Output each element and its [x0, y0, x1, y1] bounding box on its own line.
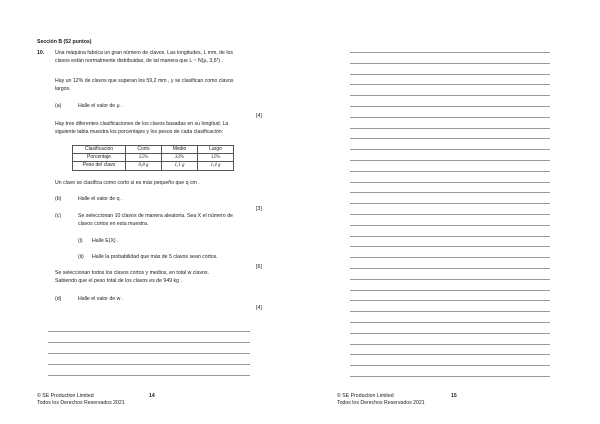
answer-line: [350, 236, 550, 237]
footer-rights: Todos los Derechos Reservados 2021: [337, 400, 425, 406]
right-page: [300, 0, 600, 424]
part-c-label: (c): [55, 213, 62, 219]
part-cii-text: Halle la probabilidad que más de 5 clavos sean cortos.: [92, 254, 218, 260]
table-header-cell: Clasificación: [73, 146, 126, 154]
answer-line: [350, 322, 550, 323]
answer-line: [350, 182, 550, 183]
part-b-text: Halle el valor de q .: [78, 196, 123, 202]
answer-line: [350, 117, 550, 118]
answer-line: [350, 344, 550, 345]
page-number: 14: [149, 393, 155, 399]
answer-line: [350, 203, 550, 204]
page-number: 15: [451, 393, 457, 399]
answer-line: [350, 246, 550, 247]
answer-line: [48, 364, 250, 365]
classification-table: [72, 145, 234, 171]
answer-line: [48, 375, 250, 376]
table-cell: Porcentaje: [73, 154, 126, 162]
answer-line: [350, 74, 550, 75]
answer-line: [350, 354, 550, 355]
part-b-label: (b): [55, 196, 62, 202]
part-ci-label: (i): [78, 238, 83, 244]
part-b-marks: [3]: [256, 206, 262, 212]
part-d-label: (d): [55, 296, 62, 302]
answer-line: [350, 311, 550, 312]
answer-line: [350, 290, 550, 291]
answer-line: [350, 225, 550, 226]
part-c-line-2: clavos cortos en esta muestra.: [78, 221, 149, 227]
answer-line: [350, 376, 550, 377]
answer-line: [350, 333, 550, 334]
answer-line: [350, 160, 550, 161]
footer-rights: Todos los Derechos Reservados 2021: [37, 400, 125, 406]
table-row: [73, 154, 234, 162]
part-c-marks: [6]: [256, 264, 262, 270]
table-intro-line-2: siguiente tabla muestra los porcentajes y los pesos de cada clasificación:: [55, 129, 224, 135]
table-intro-line-1: Hay tres diferentes clasificaciones de los clavos basadas en su longitud. La: [55, 121, 229, 127]
answer-line: [350, 257, 550, 258]
table-header-cell: Largo: [198, 146, 234, 154]
answer-line: [350, 106, 550, 107]
part-a-marks: [4]: [256, 113, 262, 119]
answer-line: [350, 128, 550, 129]
table-cell: Peso del clavo: [73, 162, 126, 170]
answer-line: [350, 138, 550, 139]
table-cell: 0,8 g: [126, 162, 162, 170]
table-header-row: [73, 146, 234, 154]
short-definition: Un clavo se clasifica como corto si es más pequeño que q cm .: [55, 180, 200, 186]
info-line-1: Hay un 12% de clavos que superan los 59,2 mm , y se clasifican como clavos: [55, 78, 234, 84]
intro-line-2: clavos están normalmente distribuidas, de tal manera que L ~ N(μ, 3,5²) .: [55, 58, 223, 64]
part-a-text: Halle el valor de μ .: [78, 103, 123, 109]
section-title: Sección B (52 puntos): [37, 39, 92, 45]
footer-copyright: © SE Production Limited: [37, 393, 94, 399]
part-cii-label: (ii): [78, 254, 84, 260]
answer-line: [350, 214, 550, 215]
table-cell: 55%: [126, 154, 162, 162]
answer-line: [48, 331, 250, 332]
answer-line: [48, 342, 250, 343]
answer-line: [350, 365, 550, 366]
table-cell: 1,1 g: [162, 162, 198, 170]
question-number: 10.: [37, 50, 45, 56]
footer-copyright: © SE Production Limited: [337, 393, 394, 399]
answer-line: [350, 192, 550, 193]
table-row: [73, 162, 234, 170]
part-d-marks: [4]: [256, 305, 262, 311]
part-d-intro-line-1: Se seleccionan todos los clavos cortos y medios, en total w clavos.: [55, 270, 209, 276]
part-d-text: Halle el valor de w .: [78, 296, 124, 302]
answer-line: [350, 52, 550, 53]
table-cell: 12%: [198, 154, 234, 162]
intro-line-1: Una máquina fabrica un gran número de clavos. Las longitudes, L mm, de los: [55, 50, 234, 56]
answer-line: [350, 149, 550, 150]
part-a-label: (a): [55, 103, 62, 109]
part-ci-text: Halle E(X) .: [92, 238, 119, 244]
table-cell: 33%: [162, 154, 198, 162]
answer-line: [350, 300, 550, 301]
answer-line: [350, 63, 550, 64]
answer-line: [350, 95, 550, 96]
answer-line: [350, 84, 550, 85]
answer-line: [350, 268, 550, 269]
table-cell: 1,4 g: [198, 162, 234, 170]
answer-line: [350, 171, 550, 172]
table-header-cell: Corto: [126, 146, 162, 154]
part-d-intro-line-2: Sabiendo que el peso total de los clavos es de 949 kg .: [55, 278, 182, 284]
answer-line: [350, 279, 550, 280]
table-header-cell: Medio: [162, 146, 198, 154]
answer-line: [48, 353, 250, 354]
info-line-2: largos.: [55, 86, 71, 92]
part-c-line-1: Se seleccionan 10 clavos de manera aleatoria. Sea X el número de: [78, 213, 233, 219]
